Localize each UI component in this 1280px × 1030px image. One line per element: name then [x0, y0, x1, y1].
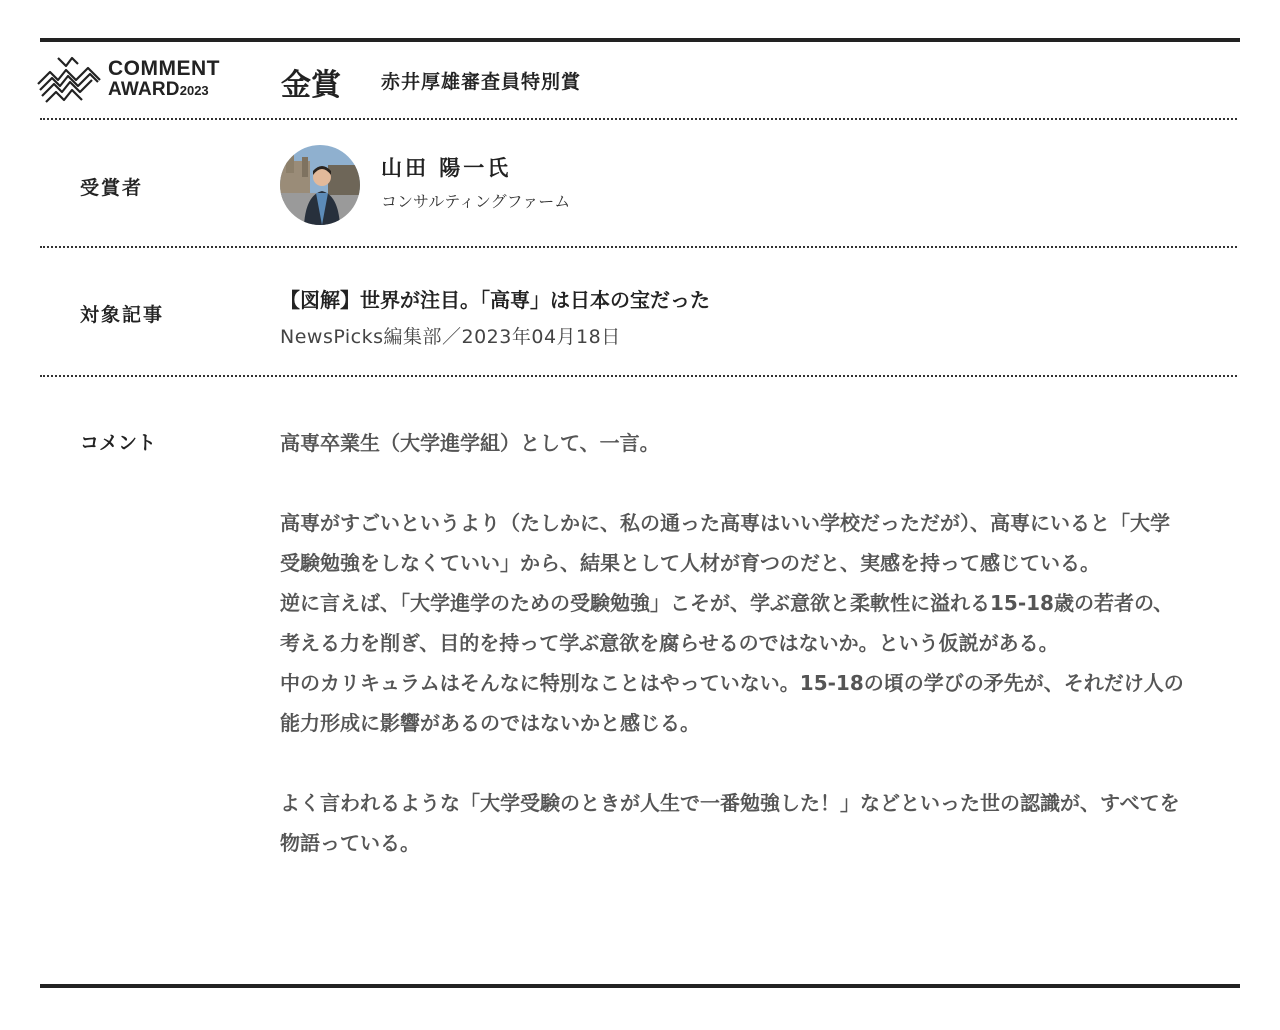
- article-meta: NewsPicks編集部／2023年04月18日: [280, 326, 621, 348]
- comment-paragraph: 中のカリキュラムはそんなに特別なことはやっていない。15-18の頃の学びの矛先が、それだけ人の能力形成に影響があるのではないかと感じる。: [280, 671, 1184, 735]
- divider: [40, 375, 1237, 377]
- award-subtitle: 赤井厚雄審査員特別賞: [381, 71, 582, 93]
- winner-affiliation: コンサルティングファーム: [381, 192, 571, 211]
- comment-paragraph: 逆に言えば、「大学進学のための受験勉強」こそが、学ぶ意欲と柔軟性に溢れる15-18歳の若者の、考える力を削ぎ、目的を持って学ぶ意欲を腐らせるのではないか。という仮説がある。: [280, 591, 1174, 655]
- winner-label: 受賞者: [80, 177, 144, 199]
- winner-avatar: [280, 145, 360, 225]
- comment-award-logo: [36, 52, 236, 108]
- divider: [40, 118, 1237, 120]
- comment-label: コメント: [80, 432, 157, 454]
- comment-paragraph: よく言われるような「大学受験のときが人生で一番勉強した！」などといった世の認識が、すべてを物語っている。: [280, 791, 1180, 855]
- divider: [40, 246, 1237, 248]
- award-logo-icon: [36, 52, 102, 108]
- article-title-link[interactable]: 【図解】世界が注目。「高専」は日本の宝だった: [280, 288, 710, 312]
- comment-body: [280, 423, 1186, 863]
- winner-name: 山田 陽一氏: [381, 156, 512, 180]
- top-rule: [40, 38, 1240, 42]
- logo-comment-text: COMMENT: [108, 57, 220, 80]
- article-label: 対象記事: [80, 304, 165, 326]
- logo-text: [108, 58, 220, 101]
- logo-award-line: [108, 79, 220, 101]
- bottom-rule: [40, 984, 1240, 988]
- logo-award-text: AWARD: [108, 79, 180, 100]
- comment-paragraph: 高専がすごいというより（たしかに、私の通った高専はいい学校だっただが）、高専にいると「大学受験勉強をしなくていい」から、結果として人材が育つのだと、実感を持って感じている。: [280, 511, 1170, 575]
- comment-paragraph: 高専卒業生（大学進学組）として、一言。: [280, 431, 660, 455]
- logo-year: 2023: [179, 83, 209, 98]
- award-title: 金賞: [281, 68, 341, 103]
